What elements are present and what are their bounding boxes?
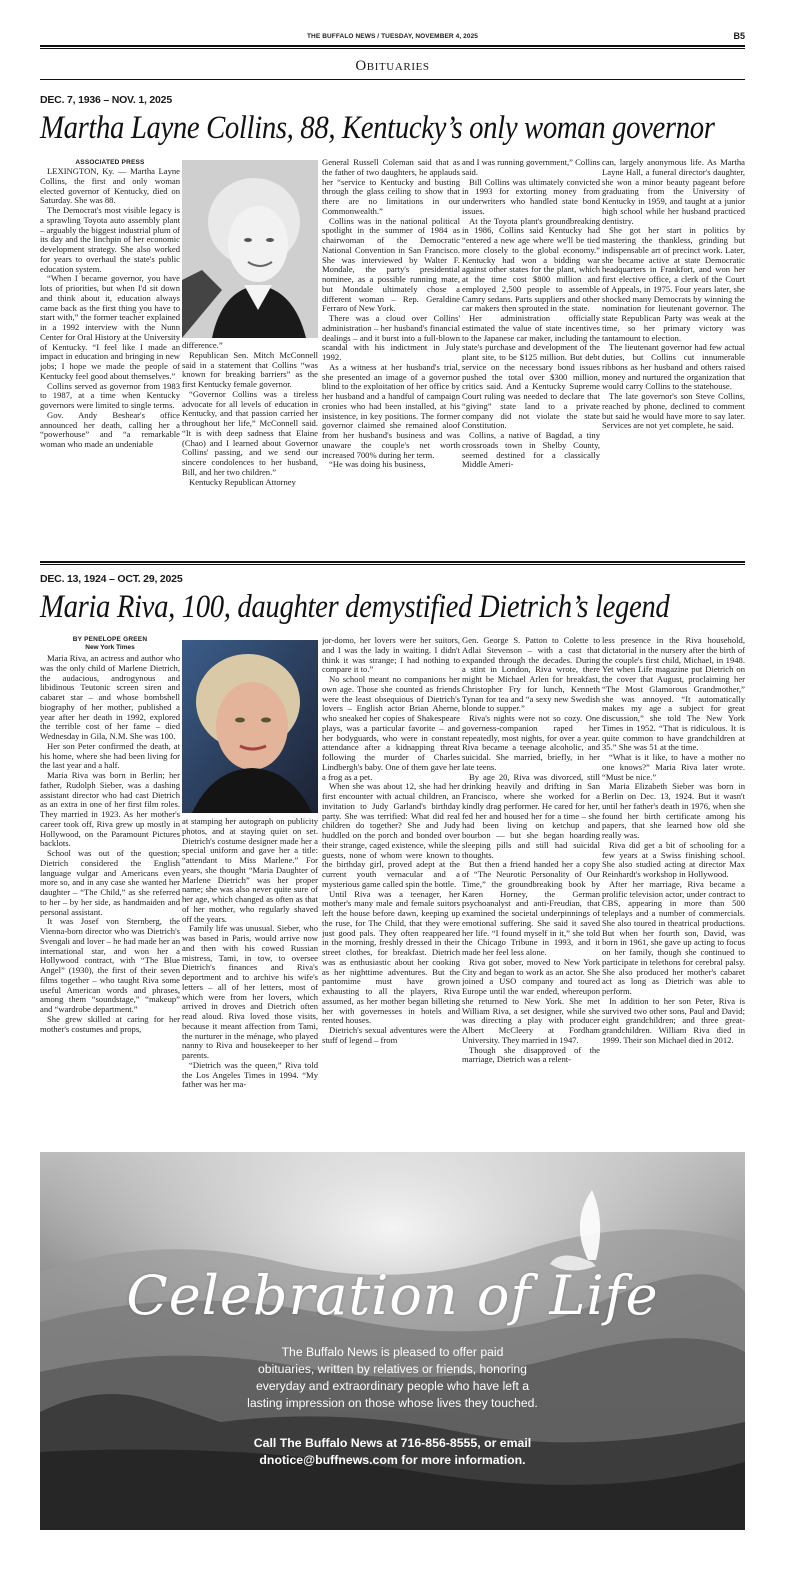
article2-byline-org: New York Times	[85, 644, 135, 651]
article-paragraph: When she was about 12, she had her first encounter with actual children, an invitation to Judy Garland's birthday party. She was terrified: What did real children do together? She and Judy huddled on the porch and bonded over their strange, caged existence, while the guests, none of whom were known to the birthday girl, proved adept at the current youth vernacular and a mysterious game called spin the bottle.	[322, 781, 460, 889]
article1-column-5	[602, 158, 745, 558]
article2-col1-body	[40, 654, 180, 1034]
article-paragraph: Maria Riva was born in Berlin; her father, Rudolph Sieber, was a dashing assistant director who had cast Dietrich as an extra in one of her first film roles. They married in 1923. As her mother's career took off, Riva grew up mostly in Hollywood, on the Paramount Pictures backlots.	[40, 770, 180, 849]
martha-collins-photo	[182, 160, 318, 338]
article-paragraph: Dietrich's sexual adventures were the stuff of legend – from	[322, 1025, 460, 1045]
ad-body-line: lasting impression on those whose lives they touched.	[247, 1396, 538, 1410]
ad-body	[40, 1344, 745, 1412]
article-paragraph: She grew skilled at caring for her mother's costumes and props,	[40, 1013, 180, 1034]
article-paragraph: Though she disapproved of the marriage, Dietrich was a relent-	[462, 1044, 600, 1065]
article-paragraph: Kentucky Republican Attorney	[189, 476, 296, 487]
article-paragraph: Bill Collins was ultimately convicted in 1993 for extorting money from underwriters who handled state bond issues.	[462, 176, 600, 216]
article-paragraph: Riva did get a bit of schooling for a few years at a Swiss finishing school. She also studied acting at director Max Reinhardt's workshop in Hollywood.	[602, 839, 745, 879]
article-paragraph: Until Riva was a teenager, her mother's many male and female suitors left the house before dawn, keeping up the ruse, for The Child, that they were just good pals. They often reappeared in the morning, freshly dressed in their street clothes, for breakfast. Dietrich was as enthusiastic about her cooking as her nighttime adventures. But the pantomime must have grown exhausting to all the players, Riva assumed, as her mother began billeting her with governesses in hotels and rented houses.	[322, 888, 460, 1026]
article1-headline: Martha Layne Collins, 88, Kentucky’s only woman governor	[40, 110, 715, 146]
article1-col5-body	[602, 158, 745, 431]
article2-col5-body	[602, 636, 745, 1046]
article1-column-2	[182, 341, 318, 559]
portrait-image	[182, 640, 318, 813]
article-paragraph: But then a friend handed her a copy of “The Neurotic Personality of Our Time,” the groundbreaking book by Karen Horney, the German psychoanalyst and anti-Freudian, that examined the societal underpinnings of emotional suffering. She said it saved her life. “I found myself in it,” she told the Chicago Tribune in 1993, and it made her feel less alone.	[462, 859, 600, 957]
article-paragraph: “Dietrich was the queen,” Riva told the Los Angeles Times in 1994. “My father was her ma-	[182, 1059, 318, 1090]
article-paragraph: Riva got sober, moved to New York City and began to work as an actor. She joined a USO company and toured Europe until the war ended, whereupon she returned to New York. She met William Riva, a set designer, while she was directing a play with producer Albert McCleery at Fordham University. They married in 1947.	[462, 956, 600, 1045]
article-paragraph: jor-domo, her lovers were her suitors, and I was the lady in waiting. I didn't think it was strange; I had nothing to compare it to.”	[322, 636, 460, 675]
ad-body-line: The Buffalo News is pleased to offer paid	[281, 1345, 504, 1359]
celebration-of-life-ad	[40, 1152, 745, 1530]
article-paragraph: Collins served as governor from 1983 to 1987, at a time when Kentucky governors were limited to single terms.	[40, 380, 180, 410]
article-paragraph: and I was running government,” Collins said.	[462, 158, 600, 177]
article-paragraph: Family life was unusual. Sieber, who was based in Paris, would arrive now and then with his cowed Russian mistress, Tami, in tow, to oversee Dietrich's finances and Riva's deportment and to archive his wife's letters – all of her letters, most of which were from her lovers, which arrived in droves and Dietrich often read aloud. Riva loved those visits, because it meant affection from Tami, the nurturer in the ménage, who played nanny to Riva and housekeeper to her parents.	[182, 923, 318, 1060]
article-paragraph: “What is it like, to have a mother no one knows?” Maria Riva later wrote. “Must be nice.”	[602, 752, 745, 782]
article-divider	[40, 561, 745, 565]
article2-dates: DEC. 13, 1924 – OCT. 29, 2025	[40, 573, 183, 585]
article-paragraph: LEXINGTON, Ky. — Martha Layne Collins, the first and only woman elected governor of Kentucky, died on Saturday. She was 88.	[40, 166, 180, 206]
article-paragraph: At the Toyota plant's groundbreaking in 1986, Collins said Kentucky had “entered a new age where we'll be tied more closely to the global economy.” Kentucky had won a bidding war against other states for the plant, which at the time cost $800 million and employed 2,500 people to assemble Camry sedans. Parts suppliers and other car makers then sprouted in the state.	[462, 215, 600, 314]
article-paragraph: The lieutenant governor had few actual duties, but Collins cut innumerable ribbons as her husband and others raised money and nurtured the organization that would carry Collins to the statehouse.	[602, 342, 745, 392]
article-paragraph: Gov. Andy Beshear's office announced her death, calling her a “powerhouse” and “a remarkable woman who made an undeniable	[40, 409, 180, 449]
article2-column-3	[322, 636, 460, 1146]
article2-col4-body	[462, 636, 600, 1065]
article1-col1-body	[40, 167, 180, 450]
article2-byline: BY PENELOPE GREEN	[72, 636, 148, 643]
article1-dates: DEC. 7, 1936 – NOV. 1, 2025	[40, 94, 172, 106]
article-paragraph: Her administration officially estimated the value of state incentives to the Japanese car maker, including the state's purchase and development of the plant site, to be $125 million. But debt service on the necessary bond issues pushed the total over $300 million, critics said. And a Kentucky Supreme Court ruling was needed to declare that “giving” state land to a private company did not violate the state Constitution.	[462, 313, 600, 431]
article2-headline: Maria Riva, 100, daughter demystified Dietrich’s legend	[40, 589, 670, 625]
maria-riva-photo	[182, 640, 318, 813]
article-paragraph: “He was doing his business,	[329, 459, 426, 470]
article-paragraph: General Russell Coleman said that as the father of two daughters, he applauds her “service to Kentucky and busting through the glass ceiling to show that there are no limitations in our Commonwealth.”	[322, 158, 460, 216]
article2-column-4	[462, 636, 600, 1146]
article-paragraph: In addition to her son Peter, Riva is survived two other sons, Paul and David; eight grandchildren; and three great-grandchildren. William Riva died in 1999. Their son Michael died in 2012.	[602, 995, 745, 1045]
ad-title: Celebration of Life	[126, 1264, 659, 1327]
page-folio: THE BUFFALO NEWS / TUESDAY, NOVEMBER 4, 2025	[306, 33, 479, 40]
article2-column-1	[40, 636, 180, 1146]
article-paragraph: Maria Elizabeth Sieber was born in Berlin on Dec. 13, 1924. But it wasn't until her father's death in 1976, when she found her birth certificate among his papers, that she learned how old she really was.	[602, 781, 745, 840]
article-paragraph: School was out of the question; Dietrich considered the English language vulgar and Americans even more so, and in any case she wanted her daughter – “The Child,” as she referred to her – by her side, as handmaiden and personal assistant.	[40, 848, 180, 917]
masthead-rule	[40, 45, 745, 49]
article1-col4-body	[462, 158, 600, 470]
article-paragraph: Maria Riva, an actress and author who was the only child of Marlene Dietrich, the audacious, androgynous and libidinous Teutonic screen siren and cabaret star – and whose bombshell biography of her mother, published a year after her death in 1992, explored the terrible cost of her fame – died Wednesday in Gila, N.M. She was 100.	[40, 653, 180, 741]
article-paragraph: The Democrat's most visible legacy is a sprawling Toyota auto assembly plant – arguably the biggest industrial plum of its day and the linchpin of her economic development strategy. She also worked for years to overhaul the state's public education system.	[40, 205, 180, 274]
portrait-image	[182, 160, 318, 338]
ad-contact	[40, 1435, 745, 1469]
article-paragraph: There was a cloud over Collins' administration – her husband's financial dealings – and it burst into a full-blown scandal with his indictment in July 1992.	[322, 313, 460, 362]
article-paragraph: Collins was in the national political spotlight in the summer of 1984 as chairwoman of the Democratic National Convention in San Francisco. She was interviewed by Walter F. Mondale, the party's presidential nominee, as a possible running mate, but Mondale ultimately chose a different woman – Rep. Geraldine Ferraro of New York.	[322, 215, 460, 314]
article1-col3-body	[322, 158, 460, 470]
article2-col3-body	[322, 636, 460, 1046]
article1-column-1	[40, 158, 180, 558]
page-number: B5	[733, 31, 745, 41]
article-paragraph: Riva's nights were not so cozy. One governess-companion raped her repeatedly, most nights, for over a year. Riva became a teenage alcoholic, and suicidal. She married, briefly, in her late teens.	[462, 713, 600, 772]
article1-byline: ASSOCIATED PRESS	[75, 159, 145, 166]
article1-col2-body	[182, 341, 318, 487]
article-paragraph: “When I became governor, you have lots of priorities, but when I'd sit down and think about it, education always came back as the first thing you have to start with,” the former teacher explained in a 1992 interview with the Nunn Center for Oral History at the University of Kentucky. “I feel like I made an impact in education and bringing in new jobs; I hope we made the people of Kentucky feel good about themselves.”	[40, 273, 180, 381]
article2-column-2	[182, 817, 318, 1146]
article1-column-4	[462, 158, 600, 558]
article-paragraph: can, largely anonymous life. As Martha Layne Hall, a funeral director's daughter, she won a minor beauty pageant before graduating from the University of Kentucky in 1959, and taught at a junior high school while her husband practiced dentistry.	[602, 158, 745, 226]
article-paragraph: Republican Sen. Mitch McConnell said in a statement that Collins “was known for breaking barriers” as the first Kentucky female governor.	[182, 349, 318, 389]
article-paragraph: No school meant no companions her own age. Those she counted as friends were the least obsequious of Dietrich's lovers – English actor Brian Aherne, who sneaked her copies of Shakespeare plays, was a particular favorite – and her bodyguards, who were in constant attendance after a kidnapping threat following the murder of Charles Lindbergh's baby. One of them gave her a frog as a pet.	[322, 674, 460, 782]
article-paragraph: As a witness at her husband's trial, she presented an image of a governor blind to the exploitation of her office by her husband and a handful of campaign cronies who had been installed, at his insistence, in key positions. The former governor claimed she remained aloof from her husband's business and was unaware the couple's net worth increased 700% during her term.	[322, 361, 460, 460]
article2-col2-body	[182, 817, 318, 1090]
article1-column-3	[322, 158, 460, 558]
article-paragraph: difference.”	[182, 341, 223, 350]
article-paragraph: “Governor Collins was a tireless advocate for all levels of education in Kentucky, and that passion carried her throughout her life,” McConnell said. “It is with deep sadness that Elaine (Chao) and I learned about Governor Collins' passing, and we send our sincere condolences to her husband, Bill, and her two children.”	[182, 388, 318, 477]
article-paragraph: Her son Peter confirmed the death, at his home, where she had been living for the last year and a half.	[40, 740, 180, 771]
article-paragraph: She got her start in politics by mastering the thankless, grinding but indispensable art of precinct work. Later, she became active at state Democratic headquarters in Frankfort, and won her first elective office, a clerk of the Court of Appeals, in 1975. Four years later, she shocked many Democrats by winning the nomination for lieutenant governor. The state Republican Party was weak at the time, so her primary victory was tantamount to election.	[602, 225, 745, 343]
article-paragraph: Collins, a native of Bagdad, a tiny crossroads town in Shelby County, seemed destined for a classically Middle Ameri-	[462, 430, 600, 470]
ad-body-line: obituaries, written by relatives or friends, honoring	[258, 1362, 527, 1376]
ad-phone-line: Call The Buffalo News at 716-856-8555, or email	[253, 1436, 532, 1450]
article-paragraph: Gen. George S. Patton to Colette to Adlai Stevenson – with a cast that expanded through the decades. During a stint in London, Riva wrote, there might be Michael Arlen for breakfast, Christopher Fry for lunch, Kenneth Tynan for tea and “a sexy new Swedish blonde to supper.”	[462, 636, 600, 714]
article-paragraph: at stamping her autograph on publicity photos, and at staying quiet on set. Dietrich's costume designer made her a special uniform and gave her a title: “attendant to Miss Marlene.” For years, she thought “Maria Daughter of Marlene Dietrich” was her proper name; she was also never quite sure of her age, which changed as often as that of her mother, who regularly shaved off the years.	[182, 817, 318, 924]
ad-email-line: dnotice@buffnews.com for more information.	[259, 1453, 526, 1467]
article2-column-5	[602, 636, 745, 1146]
section-rule	[40, 79, 745, 80]
article-paragraph: less presence in the Riva household, dictatorial in the nursery after the birth of the couple's first child, Michael, in 1948. Yet when Life magazine put Dietrich on the cover that August, proclaiming her “The Most Glamorous Grandmother,” she was annoyed. “It automatically makes my age a subject for great discussion,” she told The New York Times in 1952. “That is ridiculous. It is quite common to have grandchildren at 35.” She was 51 at the time.	[602, 636, 745, 753]
article-paragraph: By age 20, Riva was divorced, still drinking heavily and drifting in San Francisco, where she worked for a kindly drag performer. He cared for her, fed her and housed her for a time – she had been living on ketchup and bourbon — but she began hoarding sleeping pills and still had suicidal thoughts.	[462, 771, 600, 860]
article-paragraph: It was Josef von Sternberg, the Vienna-born director who was Dietrich's Svengali and lover – he had made her an international star, and won her a Hollywood contract, with “The Blue Angel” (1930), the first of their seven films together – who taught Riva some useful American words and phrases, among them “soundstage,” “makeup” and “wardrobe department.”	[40, 916, 180, 1014]
ad-body-line: everyday and extraordinary people who have left a	[255, 1379, 530, 1393]
mountain-landscape-image	[40, 1152, 745, 1530]
article-paragraph: The late governor's son Steve Collins, reached by phone, declined to comment but said he would have more to say later. Services are not yet complete, he said.	[602, 391, 745, 431]
section-title: Obituaries	[355, 58, 430, 74]
article-paragraph: After her marriage, Riva became a prolific television actor, under contract to CBS, appearing in more than 500 teleplays and a number of commercials. She also toured in theatrical productions. But when her fourth son, David, was born in 1961, she gave up acting to focus on her family, though she continued to participate in telethons for cerebral palsy. She also produced her mother's cabaret act as long as Dietrich was able to perform.	[602, 878, 745, 996]
